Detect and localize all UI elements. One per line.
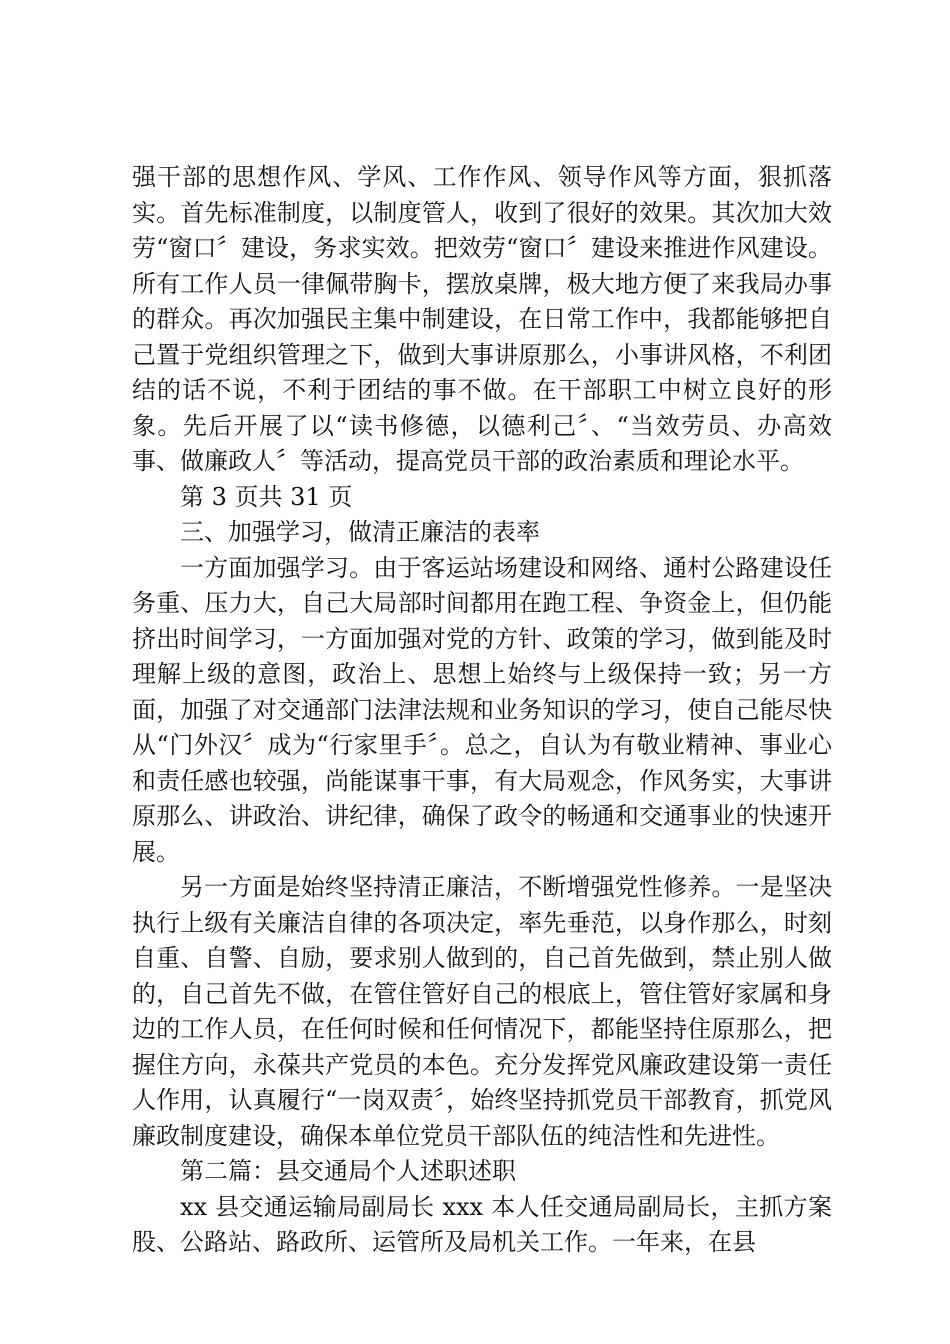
paragraph-work-style: 强干部的思想作风、学风、工作作风、领导作风等方面，狠抓落实。首先标准制度，以制度管人，收到了很好的效果。其次加大效劳“窗口〞建设，务求实效。把效劳“窗口〞建设来推进作风建设。所有工作人员一律佩带胸卡，摆放桌牌，极大地方便了来我局办事的群众。再次加强民主集中制建设，在日常工作中，我都能够把自己置于党组织管理之下，做到大事讲原那么，小事讲风格，不利团结的话不说，不利于团结的事不做。在干部职工中树立良好的形象。先后开展了以“读书修德，以德利己〞、“当效劳员、办高效事、做廉政人〞等活动，提高党员干部的政治素质和理论水平。: [132, 163, 832, 475]
document-page: [132, 160, 832, 1261]
paragraph-study: 一方面加强学习。由于客运站场建设和网络、通村公路建设任务重、压力大，自己大局部时间都用在跑工程、争资金上，但仍能挤出时间学习，一方面加强对党的方针、政策的学习，做到能及时理解上级的意图，政治上、思想上始终与上级保持一致；另一方面，加强了对交通部门法津法规和业务知识的学习，使自己能尽快从“门外汉〞成为“行家里手〞。总之，自认为有敬业精神、事业心和责任感也较强，尚能谋事干事，有大局观念，作风务实，大事讲原那么、讲政治、讲纪律，确保了政令的畅通和交通事业的快速开展。: [132, 553, 832, 866]
paragraph-intro: xx 县交通运输局副局长 xxx 本人任交通局副局长，主抓方案股、公路站、路政所、运管所及局机关工作。一年来，在县: [132, 1192, 832, 1256]
paragraph-integrity: 另一方面是始终坚持清正廉洁，不断增强党性修养。一是坚决执行上级有关廉洁自律的各项决定，率先垂范，以身作那么，时刻自重、自警、自励，要求别人做到的，自己首先做到，禁止别人做的，自己首先不做，在管住管好自己的根底上，管住管好家属和身边的工作人员，在任何时候和任何情况下，都能坚持住原那么，把握住方向，永葆共产党员的本色。充分发挥党风廉政建设第一责任人作用，认真履行“一岗双责〞，始终坚持抓党员干部教育，抓党风廉政制度建设，确保本单位党员干部队伍的纯洁性和先进性。: [132, 873, 832, 1150]
chapter-heading-second: 第二篇：县交通局个人述职述职: [180, 1157, 516, 1185]
page-number: 第 3 页共 31 页: [180, 482, 353, 511]
section-heading-study: 三、加强学习，做清正廉洁的表率: [180, 518, 540, 546]
